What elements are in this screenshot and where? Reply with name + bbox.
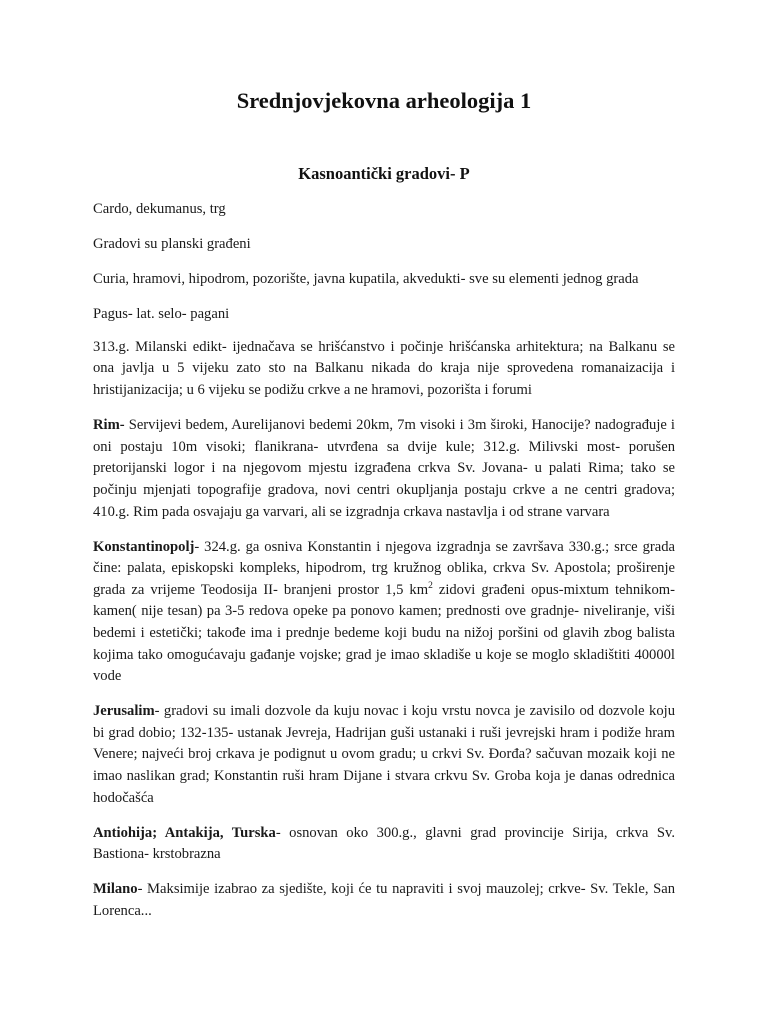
paragraph-text-konstantinopolj-part1: - 324.g. ga osniva Konstantin i njegova izgradnja se završava 330.g.; srce grada čine: palata, episkopski kompleks, hipodrom, trg kružnog oblika, crkva Sv. Apostola; proširenje grada za vrijeme Teodosija II- branjeni prostor 1,5 km: [93, 538, 675, 598]
paragraph-pagus: Pagus- lat. selo- pagani: [93, 306, 230, 323]
paragraph-text-rim: Servijevi bedem, Aurelijanovi bedemi 20km, 7m visoki i 3m široki, Hanocije? nadograđuje i oni postaju 10m visoki; flanikrana- utvrđena sa dvije kule; 312.g. Milivski most- porušen pretorijanski logor i na njegovom mjestu izgrađena crkva Sv. Jovana- u palati Rima; tako se počinju mjenjati topografije gradova, novi centri okupljanja postaju crkve a ne centri gradova; 410.g. Rim pada osvajaju ga varvari, ali se izgradnja crkava nastavlja i od strane varvara: [93, 417, 675, 520]
paragraph-rim: [93, 415, 675, 523]
paragraph-gradovi: Gradovi su planski građeni: [93, 236, 251, 253]
paragraph-cardo: Cardo, dekumanus, trg: [93, 201, 226, 217]
paragraph-milano: [93, 879, 675, 922]
document-body: [93, 199, 675, 936]
document-title: Srednjovjekovna arheologija 1: [236, 88, 532, 113]
paragraph-lead-konstantinopolj: Konstantinopolj: [93, 538, 195, 555]
paragraph-curia: Curia, hramovi, hipodrom, pozorište, javna kupatila, akvedukti- sve su elementi jednog grada: [93, 271, 639, 288]
paragraph-lead-antiohija: Antiohija; Antakija, Turska: [93, 824, 276, 841]
paragraph-text-antiohija: - osnovan oko 300.g., glavni grad provincije Sirija, crkva Sv. Bastiona- krstobrazna: [93, 824, 675, 863]
paragraph-antiohija: [93, 823, 675, 866]
paragraph-jerusalim: [93, 701, 675, 809]
paragraph-lead-milano: Milano: [93, 881, 138, 898]
paragraph-text-milano: - Maksimije izabrao za sjedište, koji će tu napraviti i svoj mauzolej; crkve- Sv. Tekle, San Lorenca...: [93, 881, 675, 920]
paragraph-text-konstantinopolj-part2: zidovi građeni opus-mixtum tehnikom- kamen( nije tesan) pa 3-5 redova opeke pa ponovo kamen; prednosti ove gradnje- niveliranje, viši bedemi i estetički; takođe ima i prednje bedeme koji budu na nižoj poršini od glavih zbog balista kojima tako omogućavaju gađanje vojske; grad je imao skladiše u koje se moglo skladištiti 40000l vode: [93, 581, 675, 685]
paragraph-konstantinopolj: [93, 537, 675, 688]
paragraph-text-jerusalim: - gradovi su imali dozvole da kuju novac i koju vrstu novca je zavisilo od dozvole koju bi grad dobio; 132-135- ustanak Jevreja, Hadrijan guši ustanaki i ruši jevrejski hram i podiže hram Venere; najveći broj crkava je podignut u ovom gradu; u crkvi Sv. Đorđa? sačuvan mozaik koji ne imao naslikan grad; Konstantin ruši hram Dijane i stvara crkvu Sv. Groba koja je danas odrednica hodočašća: [93, 703, 675, 806]
superscript-squared: 2: [428, 580, 433, 591]
section-subtitle: Kasnoantički gradovi- P: [298, 164, 470, 183]
paragraph-edikt: 313.g. Milanski edikt- ijednačava se hrišćanstvo i počinje hrišćanska arhitektura; na Balkanu se ona javlja u 5 vijeku zato sto na Balkanu nikada do kraja nije sprovedena romanaizacija i hristijanizacija; u 6 vijeku se podižu crkve a ne hramovi, pozorišta i forumi: [93, 338, 675, 399]
paragraph-lead-rim: Rim-: [93, 417, 125, 434]
paragraph-lead-jerusalim: Jerusalim: [93, 703, 155, 720]
